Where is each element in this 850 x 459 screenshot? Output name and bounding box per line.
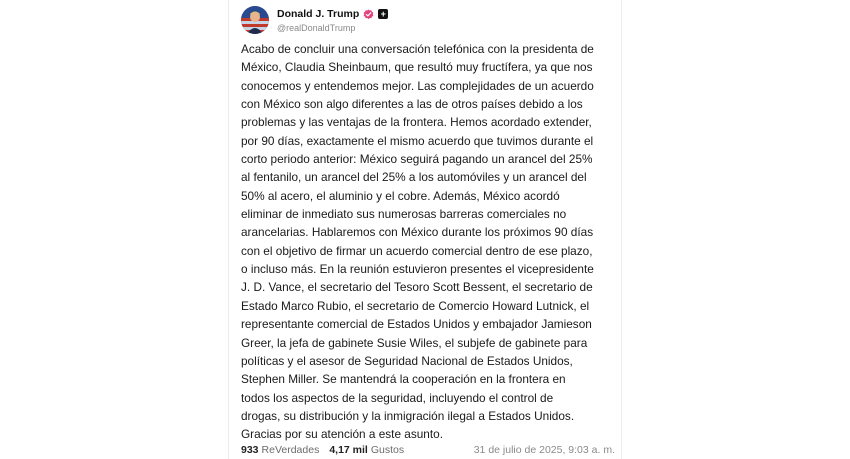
post-text-line: Greer, la jefa de gabinete Susie Wiles, el subjefe de gabinete para [241,335,588,350]
post-text-line: eliminar de inmediato sus numerosas barreras comerciales no [241,207,567,222]
post-text-line: 50% al acero, el aluminio y el cobre. Además, México acordó [241,188,560,203]
author-name-row [277,8,388,20]
post-card [228,0,622,459]
post-text-line: Stephen Miller. Se mantendrá la cooperación en la frontera en [241,372,566,387]
post-body [241,40,619,444]
gustos-count: 4,17 mil [329,444,368,456]
post-text-line: con el objetivo de firmar un acuerdo comercial dentro de ese plazo, [241,243,593,258]
post-timestamp[interactable]: 31 de julio de 2025, 9:03 a. m. [473,444,615,456]
post-text-line: problemas y las ventajas de la frontera. Hemos acordado extender, [241,115,592,130]
post-text-line: por 90 días, exactamente el mismo acuerdo que tuvimos durante el [241,133,594,148]
post-text-line: representante comercial de Estados Unidos y embajador Jamieson [241,317,592,332]
post-text-line: México, Claudia Sheinbaum, que resultó muy fructífera, ya que nos [241,60,593,75]
post-text-line: J. D. Vance, el secretario del Tesoro Scott Bessent, el secretario de [241,280,593,295]
post-text-line: políticas y el asesor de Seguridad Nacional de Estados Unidos, [241,353,573,368]
reverdades-label: ReVerdades [261,444,320,456]
reverdades-count: 933 [241,444,259,456]
post-footer [241,443,615,457]
verified-badge-icon [363,9,374,20]
post-text-line: todos los aspectos de la seguridad, incluyendo el control de [241,390,554,405]
post-text-line: Gracias por su atención a este asunto. [241,427,443,442]
post-text-line: corto periodo anterior: México seguirá pagando un arancel del 25% [241,152,593,167]
post-text-line: conocemos y entendemos mejor. Las complejidades de un acuerdo [241,78,594,93]
post-text-line: Acabo de concluir una conversación telefónica con la presidenta de [241,42,594,56]
author-handle[interactable]: @realDonaldTrump [277,23,356,33]
post-text-line: al fentanilo, un arancel del 25% a los automóviles y un arancel del [241,170,587,185]
post-text-line: Estado Marco Rubio, el secretario de Comercio Howard Lutnick, el [241,298,590,313]
gustos-label: Gustos [370,444,405,456]
plus-icon[interactable]: + [378,9,388,19]
reverdades-stat[interactable] [241,444,319,456]
author-display-name[interactable]: Donald J. Trump [277,8,360,20]
gustos-stat[interactable] [329,444,404,456]
post-header [241,6,611,40]
avatar[interactable] [241,6,269,34]
post-text-line: con México son algo diferentes a las de otros países debido a los [241,97,583,112]
post-text-line: arancelarias. Hablaremos con México durante los próximos 90 días [241,225,594,240]
post-text-line: o incluso más. En la reunión estuvieron presentes el vicepresidente [241,262,594,277]
post-text-line: drogas, su distribución y la inmigración ilegal a Estados Unidos. [241,408,575,423]
